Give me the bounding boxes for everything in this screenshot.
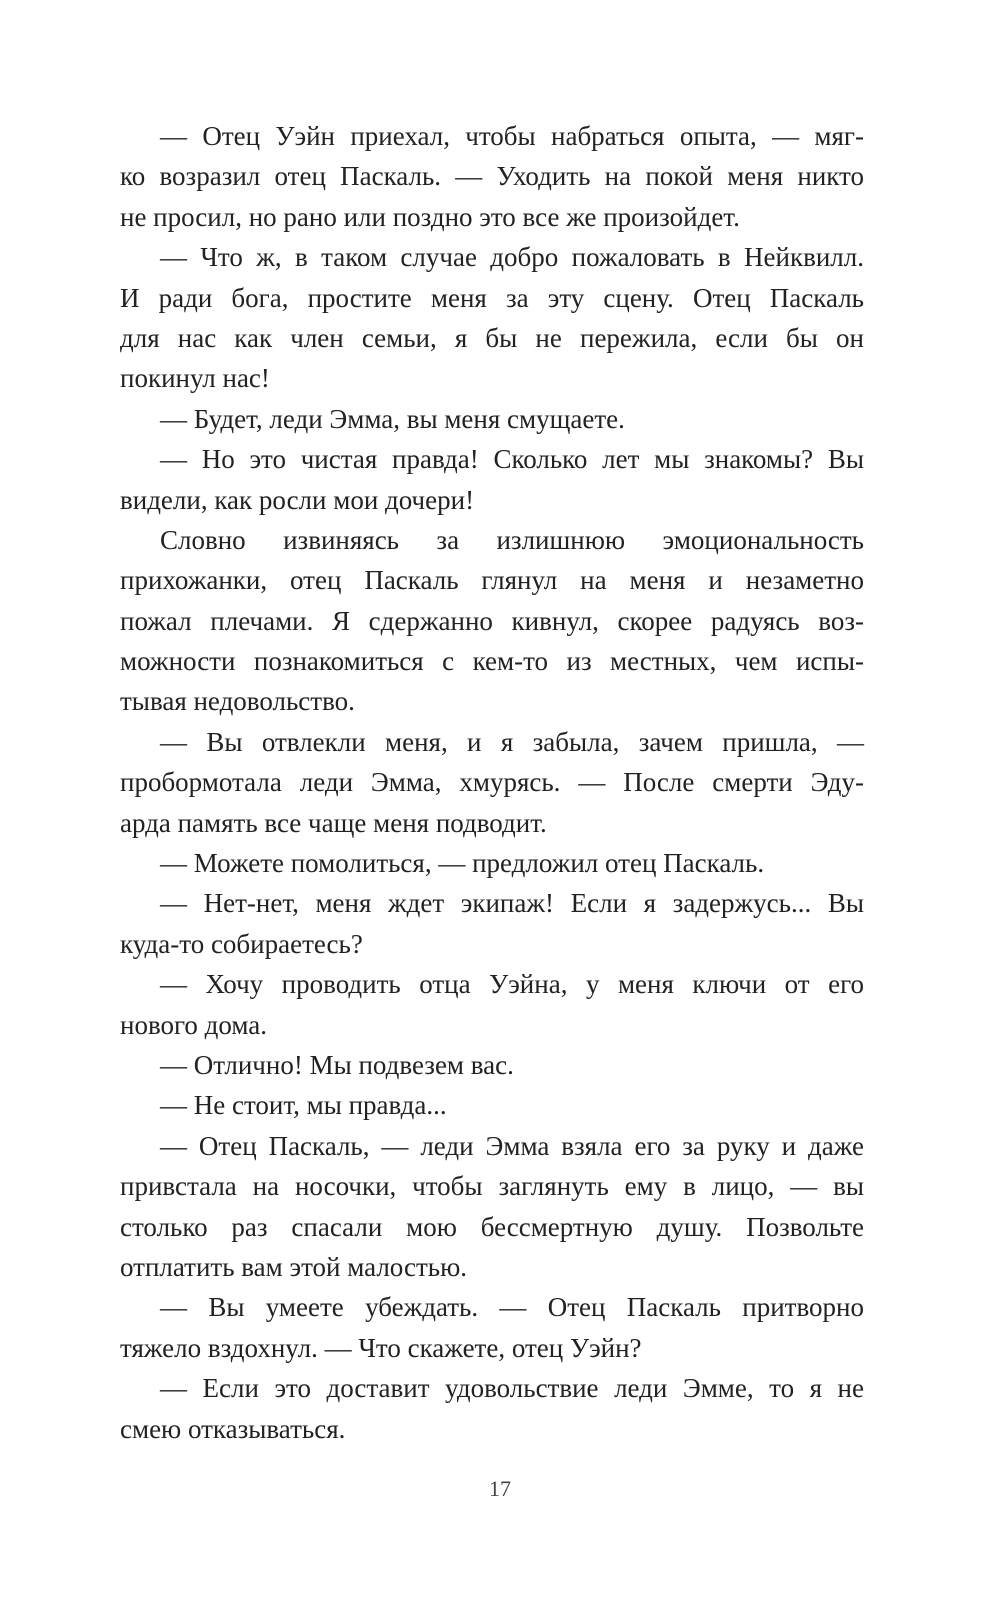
text-line: привстала на носочки, чтобы заглянуть ему в лицо, — вы [120, 1171, 864, 1202]
text-line: — Нет-нет, меня ждет экипаж! Если я задержусь... Вы [160, 888, 864, 919]
text-line: И ради бога, простите меня за эту сцену. Отец Паскаль [120, 282, 864, 313]
text-line: отплатить вам этой малостью. [120, 1251, 467, 1282]
text-line: — Можете помолиться, — предложил отец Паскаль. [160, 848, 765, 879]
text-line: — Не стоит, мы правда... [160, 1090, 447, 1121]
text-line: — Отец Уэйн приехал, чтобы набраться опыта, — мяг- [160, 121, 864, 151]
text-line: пробормотала леди Эмма, хмурясь. — После смерти Эду- [120, 767, 864, 798]
text-line: тяжело вздохнул. — Что скажете, отец Уэйн? [120, 1332, 642, 1363]
text-line: пожал плечами. Я сдержанно кивнул, скорее радуясь воз- [120, 605, 864, 636]
text-line: Словно извиняясь за излишнюю эмоциональность [160, 524, 864, 555]
text-line: для нас как член семьи, я бы не пережила, если бы он [120, 322, 864, 353]
text-line: тывая недовольство. [120, 686, 355, 717]
text-line: — Но это чистая правда! Сколько лет мы знакомы? Вы [160, 444, 864, 475]
text-line: нового дома. [120, 1009, 268, 1040]
text-line: прихожанки, отец Паскаль глянул на меня и незаметно [120, 565, 864, 596]
page-number: 17 [489, 1476, 511, 1501]
text-line: — Отец Паскаль, — леди Эмма взяла его за руку и даже [160, 1130, 864, 1161]
text-line: — Хочу проводить отца Уэйна, у меня ключи от его [160, 969, 864, 1000]
text-line: — Если это доставит удовольствие леди Эмме, то я не [160, 1373, 864, 1404]
body-text [120, 116, 864, 1449]
text-line: — Вы умеете убеждать. — Отец Паскаль притворно [160, 1292, 864, 1323]
text-line: — Будет, леди Эмма, вы меня смущаете. [160, 403, 625, 434]
text-line: не просил, но рано или поздно это все же произойдет. [120, 201, 740, 232]
text-line: можности познакомиться с кем-то из местных, чем испы- [120, 646, 864, 677]
text-line: — Что ж, в таком случае добро пожаловать в Нейквилл. [160, 242, 864, 273]
text-line: видели, как росли мои дочери! [120, 484, 475, 515]
text-line: — Отлично! Мы подвезем вас. [160, 1049, 514, 1080]
text-line: куда-то собираетесь? [120, 928, 363, 959]
text-line: арда память все чаще меня подводит. [120, 807, 547, 838]
text-line: ко возразил отец Паскаль. — Уходить на покой меня никто [120, 161, 864, 192]
text-line: смею отказываться. [120, 1413, 346, 1444]
text-line: — Вы отвлекли меня, и я забыла, зачем пришла, — [160, 726, 864, 757]
text-line: столько раз спасали мою бессмертную душу. Позвольте [120, 1211, 864, 1242]
text-line: покинул нас! [120, 363, 270, 394]
